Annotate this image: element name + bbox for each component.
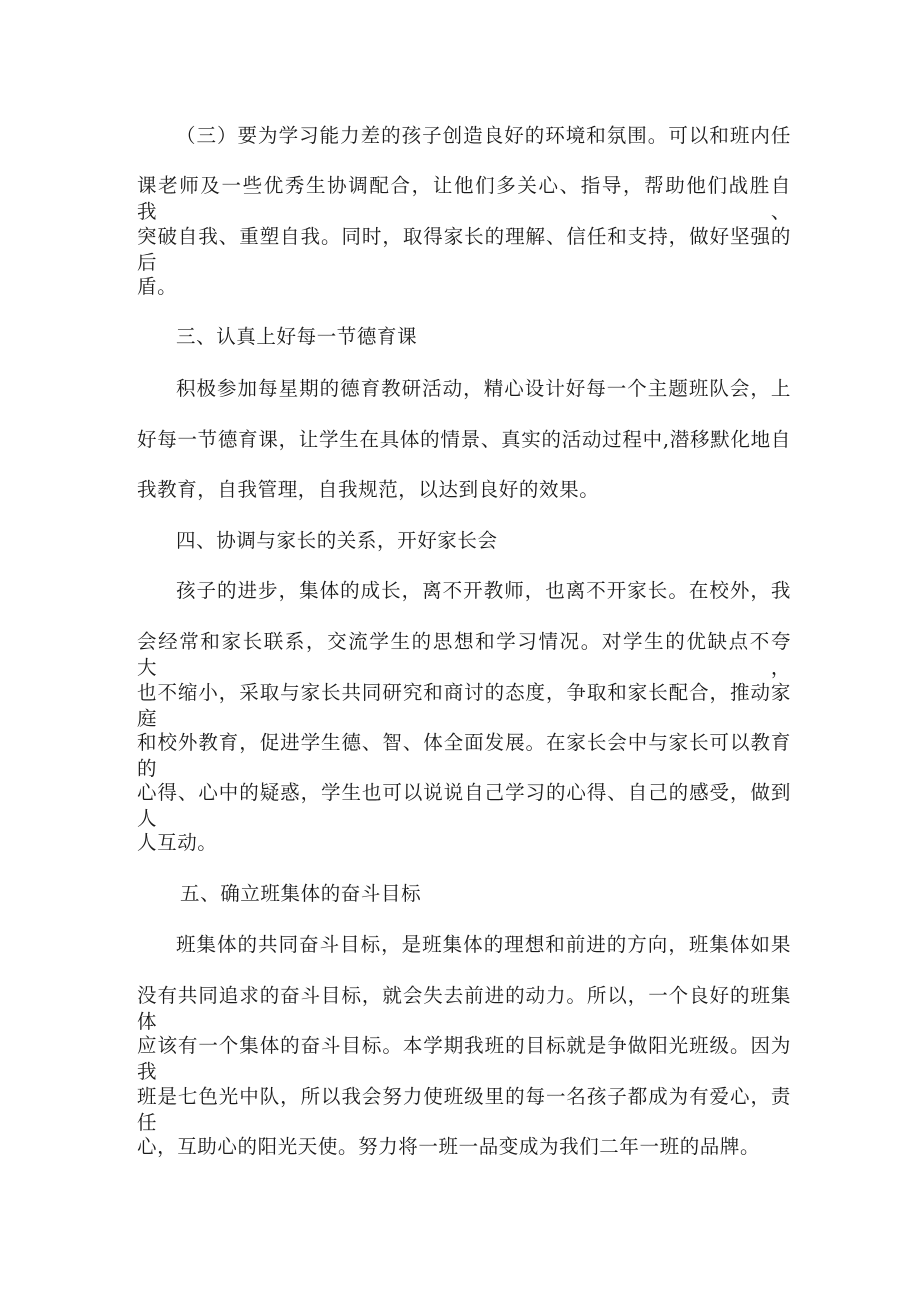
paragraph-line: 和校外教育，促进学生德、智、体全面发展。在家长会中与家长可以教育的	[137, 731, 791, 780]
paragraph-line: 孩子的进步，集体的成长，离不开教师，也离不开家长。在校外，我	[176, 579, 791, 602]
section-heading: 三、认真上好每一节德育课	[176, 325, 418, 348]
paragraph-line: 没有共同追求的奋斗目标，就会失去前进的动力。所以，一个良好的班集体	[137, 984, 791, 1033]
paragraph-line: （三）要为学习能力差的孩子创造良好的环境和氛围。可以和班内任	[176, 124, 791, 147]
paragraph-line: 好每一节德育课，让学生在具体的情景、真实的活动过程中,潜移默化地自	[137, 428, 791, 451]
section-heading: 五、确立班集体的奋斗目标	[180, 882, 422, 905]
paragraph-line: 心得、心中的疑惑，学生也可以说说自己学习的心得、自己的感受，做到人	[137, 781, 791, 830]
paragraph-line: 心，互助心的阳光天使。努力将一班一品变成为我们二年一班的品牌。	[137, 1135, 761, 1158]
paragraph-line: 人互动。	[137, 831, 218, 854]
paragraph-line: 班集体的共同奋斗目标，是班集体的理想和前进的方向，班集体如果	[176, 933, 791, 956]
paragraph-line: 会经常和家长联系，交流学生的思想和学习情况。对学生的优缺点不夸大，	[137, 630, 791, 679]
paragraph-line: 课老师及一些优秀生协调配合，让他们多关心、指导，帮助他们战胜自我、	[137, 174, 791, 223]
paragraph-line: 也不缩小，采取与家长共同研究和商讨的态度，争取和家长配合，推动家庭	[137, 681, 791, 730]
paragraph-line: 应该有一个集体的奋斗目标。本学期我班的目标就是争做阳光班级。因为我	[137, 1034, 791, 1083]
paragraph-line: 积极参加每星期的德育教研活动，精心设计好每一个主题班队会，上	[176, 377, 791, 400]
section-heading: 四、协调与家长的关系，开好家长会	[176, 529, 498, 552]
paragraph-line: 突破自我、重塑自我。同时，取得家长的理解、信任和支持，做好坚强的后	[137, 225, 791, 274]
paragraph-line: 班是七色光中队，所以我会努力使班级里的每一名孩子都成为有爱心，责任	[137, 1085, 791, 1134]
paragraph-line: 我教育，自我管理，自我规范，以达到良好的效果。	[137, 478, 600, 501]
paragraph-line: 盾。	[137, 275, 178, 298]
